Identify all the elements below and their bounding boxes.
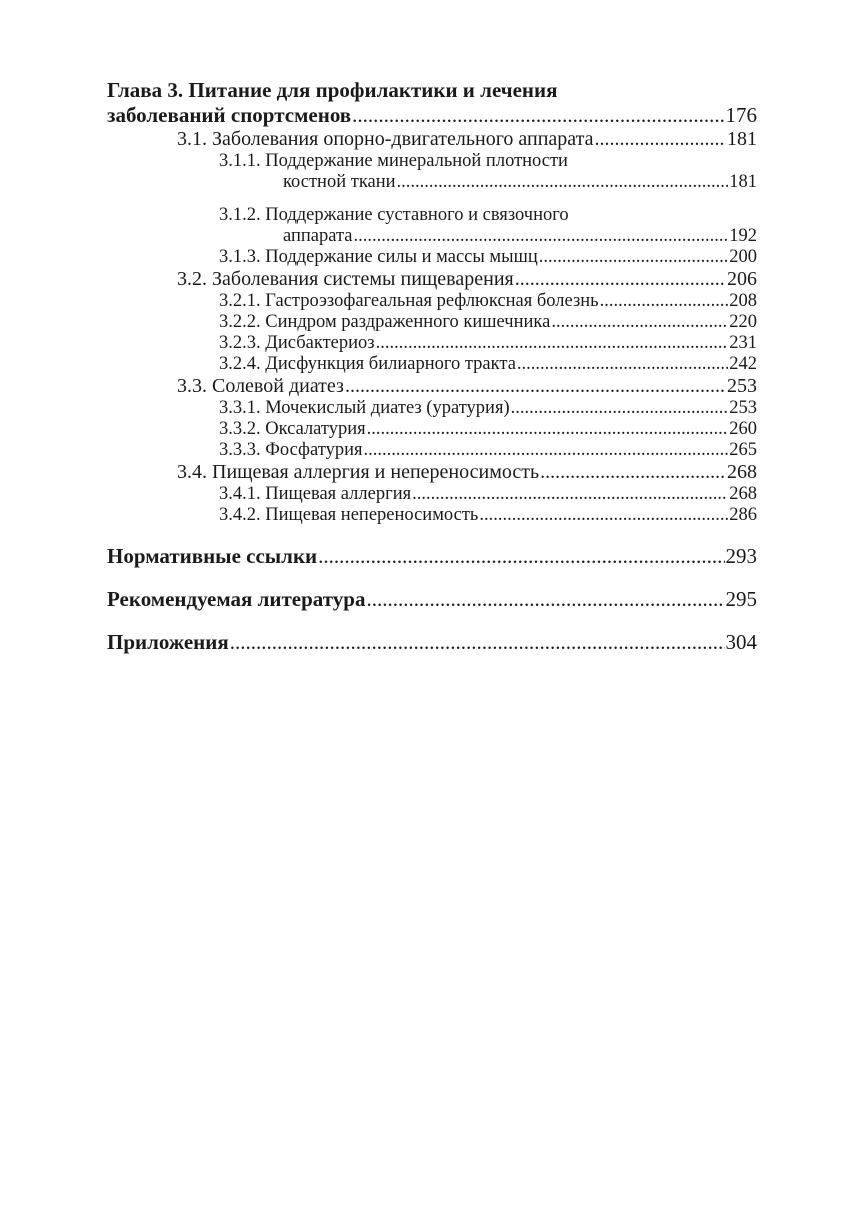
- toc-entry-title: 3.2.3. Дисбактериоз: [219, 333, 375, 353]
- toc-page-number: 192: [729, 226, 757, 246]
- toc-entry-3-4-2[interactable]: [107, 505, 757, 526]
- dot-leader: [345, 375, 726, 398]
- dot-leader: [511, 398, 729, 419]
- toc-page-number: 200: [729, 247, 757, 267]
- toc-entry-3-1-2[interactable]: [107, 226, 757, 247]
- toc-entry-title: 3.2.1. Гастроэзофагеальная рефлюксная болезнь: [219, 291, 599, 311]
- toc-page-number: 176: [725, 103, 757, 127]
- toc-entry-title: 3.2. Заболевания системы пищеварения: [177, 268, 514, 290]
- toc-entry-title: 3.4.2. Пищевая непереносимость: [219, 505, 479, 525]
- dot-leader: [551, 312, 728, 333]
- toc-entry-3-1-2-line1: [107, 205, 757, 226]
- dot-leader: [540, 461, 726, 484]
- toc-entry-3-3-3[interactable]: [107, 440, 757, 461]
- dot-leader: [517, 354, 728, 375]
- toc-entry-title: 3.2.4. Дисфункция билиарного тракта: [219, 354, 516, 374]
- toc-page-number: 231: [729, 333, 757, 353]
- dot-leader: [230, 630, 725, 655]
- toc-entry-3-2-2[interactable]: [107, 312, 757, 333]
- toc-entry-3-2-4[interactable]: [107, 354, 757, 375]
- toc-entry-title: 3.4. Пищевая аллергия и непереносимость: [177, 461, 540, 483]
- toc-entry-3-4-1[interactable]: [107, 484, 757, 505]
- toc-entry-chapter-3[interactable]: [107, 103, 757, 128]
- toc-entry-recommended-literature[interactable]: [107, 587, 757, 612]
- dot-leader: [367, 419, 729, 440]
- toc-page-number: 181: [727, 128, 757, 150]
- toc-page-number: 181: [729, 172, 757, 192]
- toc-page-number: 208: [729, 291, 757, 311]
- toc-entry-title: Рекомендуемая литература: [107, 587, 366, 611]
- toc-entry-3-1-1-line1: [107, 151, 757, 172]
- dot-leader: [376, 333, 729, 354]
- toc-page-number: 295: [725, 587, 757, 611]
- toc-entry-appendices[interactable]: [107, 630, 757, 655]
- toc-entry-title: 3.3.3. Фосфатурия: [219, 440, 363, 460]
- toc-entry-3-2[interactable]: [107, 268, 757, 291]
- toc-entry-3-1[interactable]: [107, 128, 757, 151]
- toc-entry-title: 3.3.2. Оксалатурия: [219, 419, 366, 439]
- toc-entry-title: заболеваний спортсменов: [107, 103, 352, 127]
- toc-entry-3-1-3[interactable]: [107, 247, 757, 268]
- toc-entry-title: Приложения: [107, 630, 229, 654]
- toc-entry-3-3-1[interactable]: [107, 398, 757, 419]
- toc-page-number: 253: [727, 375, 757, 397]
- dot-leader: [515, 268, 726, 291]
- dot-leader: [366, 587, 724, 612]
- toc-page-number: 304: [725, 630, 757, 654]
- toc-entry-title: Глава 3. Питание для профилактики и лечения: [107, 78, 558, 102]
- toc-entry-chapter-3-line1: [107, 78, 757, 103]
- toc-page-number: 268: [729, 484, 757, 504]
- dot-leader: [363, 440, 728, 461]
- toc-page-number: 253: [729, 398, 757, 418]
- toc-page-number: 286: [729, 505, 757, 525]
- toc-entry-title: 3.1.2. Поддержание суставного и связочного: [219, 205, 569, 225]
- toc-entry-3-1-1[interactable]: [107, 172, 757, 193]
- dot-leader: [600, 291, 729, 312]
- toc-entry-normative-references[interactable]: [107, 544, 757, 569]
- dot-leader: [318, 544, 724, 569]
- toc-entry-title: костной ткани: [283, 172, 396, 192]
- toc-entry-title: 3.3. Солевой диатез: [177, 375, 344, 397]
- toc-entry-3-4[interactable]: [107, 461, 757, 484]
- toc-page-number: 265: [729, 440, 757, 460]
- toc-page-number: 242: [729, 354, 757, 374]
- toc-page-number: 268: [727, 461, 757, 483]
- dot-leader: [353, 226, 728, 247]
- dot-leader: [595, 128, 726, 151]
- toc-entry-title: 3.4.1. Пищевая аллергия: [219, 484, 412, 504]
- toc-page-number: 293: [725, 544, 757, 568]
- toc-entry-3-2-3[interactable]: [107, 333, 757, 354]
- toc-entry-3-3-2[interactable]: [107, 419, 757, 440]
- dot-leader: [479, 505, 728, 526]
- toc-page-number: 220: [729, 312, 757, 332]
- dot-leader: [352, 103, 724, 128]
- dot-leader: [539, 247, 729, 268]
- table-of-contents: [107, 78, 757, 655]
- toc-entry-title: 3.1. Заболевания опорно-двигательного аппарата: [177, 128, 594, 150]
- toc-entry-title: 3.3.1. Мочекислый диатез (уратурия): [219, 398, 510, 418]
- toc-entry-3-2-1[interactable]: [107, 291, 757, 312]
- toc-page-number: 206: [727, 268, 757, 290]
- toc-entry-title: 3.1.1. Поддержание минеральной плотности: [219, 151, 568, 171]
- toc-entry-3-3[interactable]: [107, 375, 757, 398]
- dot-leader: [412, 484, 728, 505]
- dot-leader: [397, 172, 729, 193]
- toc-entry-title: Нормативные ссылки: [107, 544, 318, 568]
- toc-entry-title: 3.2.2. Синдром раздраженного кишечника: [219, 312, 551, 332]
- toc-entry-title: аппарата: [283, 226, 353, 246]
- toc-page-number: 260: [729, 419, 757, 439]
- toc-entry-title: 3.1.3. Поддержание силы и массы мышц: [219, 247, 538, 267]
